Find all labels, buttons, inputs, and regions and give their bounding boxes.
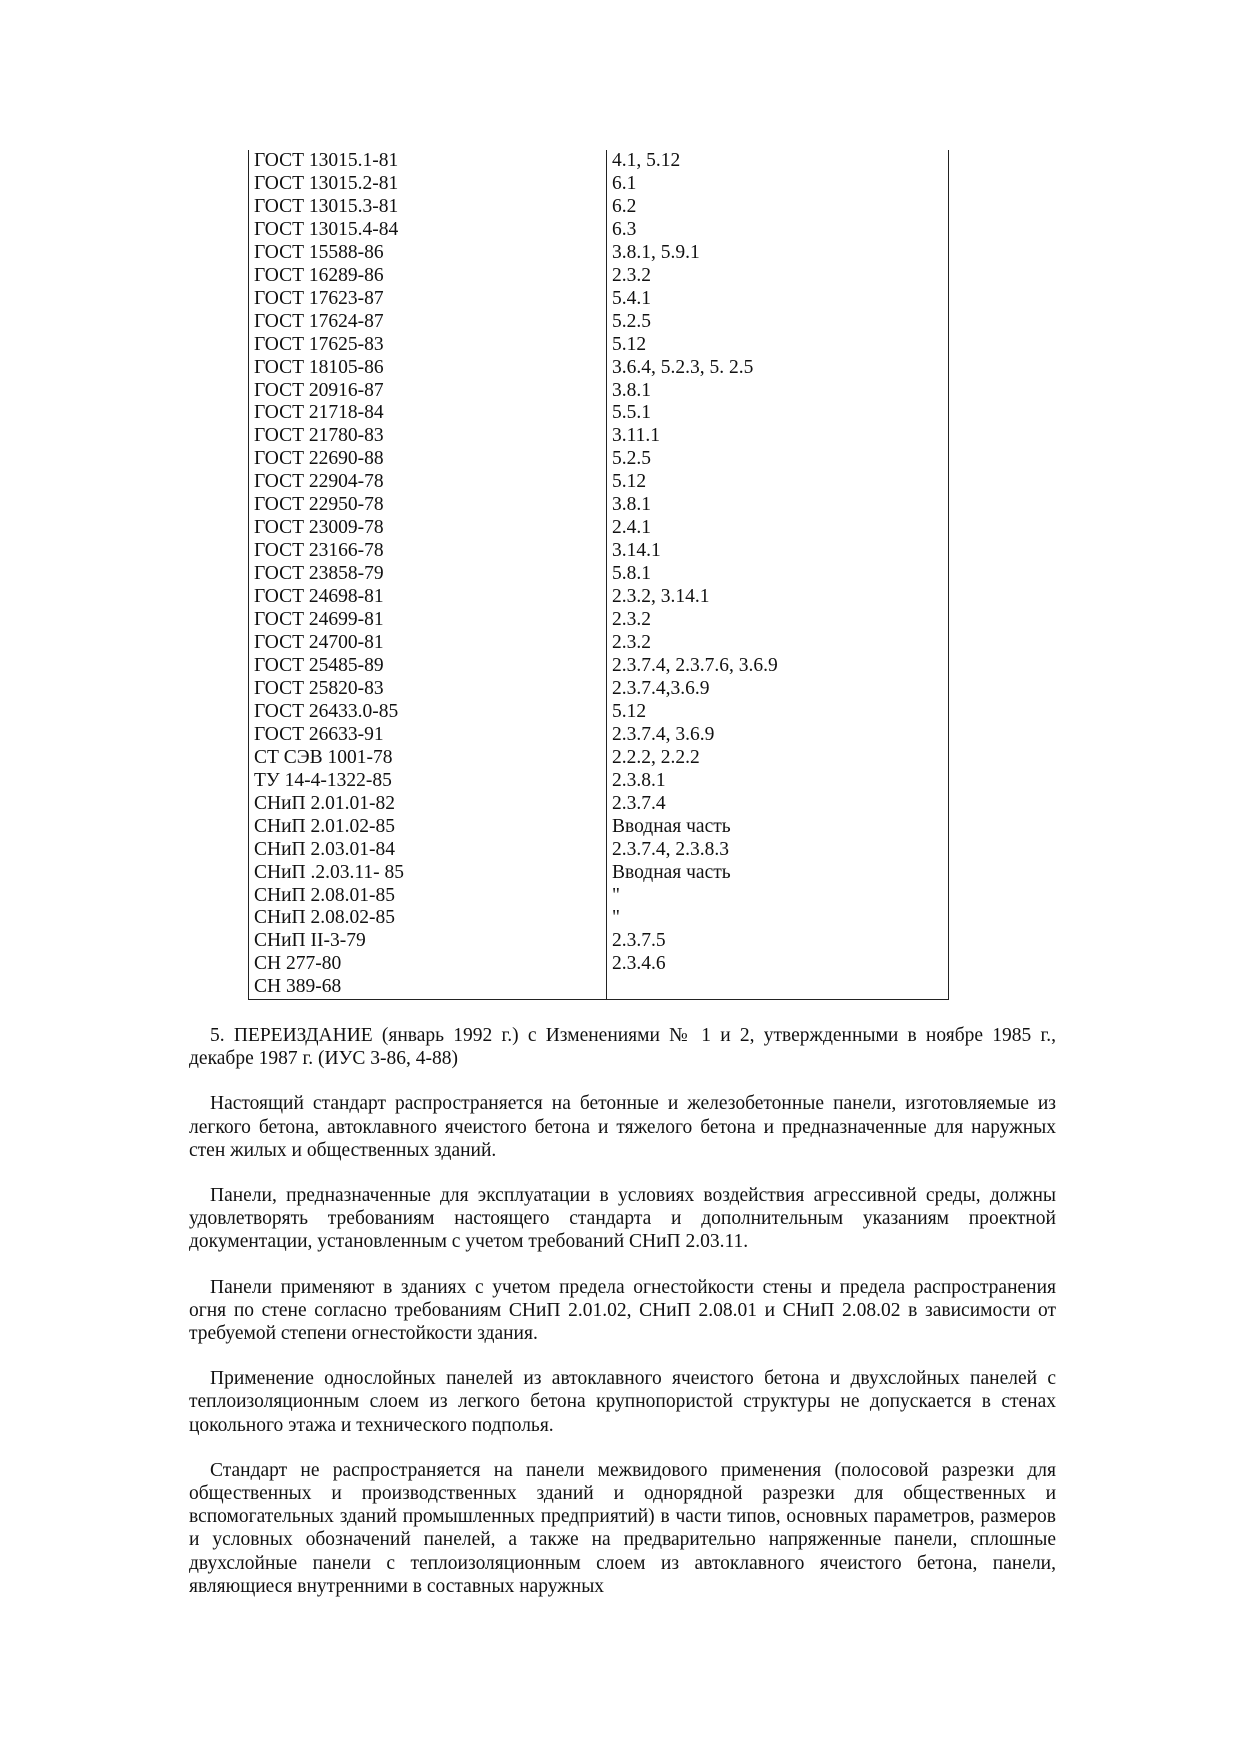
reference-document-cell: СНиП 2.01.02-85 — [249, 816, 607, 839]
reference-clause-cell: 2.3.7.4, 3.6.9 — [607, 724, 949, 747]
reference-clause-cell: 5.2.5 — [607, 311, 949, 334]
reference-document-cell: ГОСТ 23858-79 — [249, 563, 607, 586]
table-row — [249, 586, 949, 609]
reference-clause-cell: 3.14.1 — [607, 540, 949, 563]
reference-document-cell: СНиП .2.03.11- 85 — [249, 862, 607, 885]
table-row — [249, 242, 949, 265]
table-row — [249, 747, 949, 770]
reference-document-cell: ГОСТ 17624-87 — [249, 311, 607, 334]
reference-document-cell: СН 389-68 — [249, 976, 607, 999]
reference-document-cell: ГОСТ 18105-86 — [249, 357, 607, 380]
reference-document-cell: ГОСТ 25820-83 — [249, 678, 607, 701]
reference-clause-cell: 3.8.1 — [607, 494, 949, 517]
references-table-body — [249, 150, 949, 1000]
reference-clause-cell: 5.12 — [607, 334, 949, 357]
fire-resistance-paragraph: Панели применяют в зданиях с учетом предела огнестойкости стены и предела распространения огня по стене согласно требованиям СНиП 2.01.02, СНиП 2.08.01 и СНиП 2.08.02 в зависимости от требуемой степени огнестойкости здания. — [189, 1276, 1056, 1345]
reference-clause-cell: 2.3.2 — [607, 632, 949, 655]
reference-document-cell: ГОСТ 15588-86 — [249, 242, 607, 265]
reference-clause-cell: 3.11.1 — [607, 425, 949, 448]
reference-document-cell: СНиП 2.08.01-85 — [249, 885, 607, 908]
table-row — [249, 265, 949, 288]
table-row — [249, 471, 949, 494]
table-row — [249, 311, 949, 334]
table-row — [249, 334, 949, 357]
reference-clause-cell: 2.2.2, 2.2.2 — [607, 747, 949, 770]
reference-clause-cell: 2.3.7.4,3.6.9 — [607, 678, 949, 701]
reference-document-cell: ГОСТ 13015.1-81 — [249, 150, 607, 173]
reference-clause-cell: 6.1 — [607, 173, 949, 196]
reference-clause-cell: " — [607, 885, 949, 908]
reference-clause-cell: 2.3.7.5 — [607, 930, 949, 953]
table-row — [249, 632, 949, 655]
reference-document-cell: ГОСТ 22950-78 — [249, 494, 607, 517]
reference-clause-cell: 2.3.2, 3.14.1 — [607, 586, 949, 609]
table-row — [249, 678, 949, 701]
reference-clause-cell: 6.3 — [607, 219, 949, 242]
reference-document-cell: ГОСТ 13015.2-81 — [249, 173, 607, 196]
reference-document-cell: СН 277-80 — [249, 953, 607, 976]
reference-clause-cell: 2.3.8.1 — [607, 770, 949, 793]
table-row — [249, 219, 949, 242]
table-row — [249, 976, 949, 999]
reference-clause-cell: 2.3.2 — [607, 609, 949, 632]
reference-clause-cell: 5.2.5 — [607, 448, 949, 471]
reference-document-cell: ГОСТ 21780-83 — [249, 425, 607, 448]
reference-document-cell: ГОСТ 22690-88 — [249, 448, 607, 471]
reference-document-cell: ГОСТ 24699-81 — [249, 609, 607, 632]
table-row — [249, 953, 949, 976]
reference-clause-cell — [607, 976, 949, 999]
reference-clause-cell: Вводная часть — [607, 862, 949, 885]
reference-document-cell: СНиП 2.01.01-82 — [249, 793, 607, 816]
table-row — [249, 816, 949, 839]
reference-document-cell: ГОСТ 24700-81 — [249, 632, 607, 655]
reference-document-cell: ГОСТ 13015.4-84 — [249, 219, 607, 242]
table-row — [249, 196, 949, 219]
reference-clause-cell: 5.5.1 — [607, 402, 949, 425]
table-row — [249, 885, 949, 908]
table-row — [249, 540, 949, 563]
table-row — [249, 425, 949, 448]
exclusions-paragraph: Стандарт не распространяется на панели межвидового применения (полосовой разрезки для общественных и производственных зданий и однорядной разрезки для общественных и вспомогательных зданий промышленных предприятий) в части типов, основных параметров, размеров и условных обозначений панелей, а также на предварительно напряженные панели, сплошные двухслойные панели с теплоизоляционным слоем из автоклавного ячеистого бетона, панели, являющиеся внутренними в составных наружных — [189, 1459, 1056, 1597]
document-body — [189, 1024, 1056, 1620]
reference-clause-cell: 2.4.1 — [607, 517, 949, 540]
reference-document-cell: ГОСТ 26633-91 — [249, 724, 607, 747]
reference-document-cell: СНиП 2.03.01-84 — [249, 839, 607, 862]
reference-document-cell: ГОСТ 17625-83 — [249, 334, 607, 357]
reissue-note: 5. ПЕРЕИЗДАНИЕ (январь 1992 г.) с Изменениями № 1 и 2, утвержденными в ноябре 1985 г., декабре 1987 г. (ИУС 3-86, 4-88) — [189, 1025, 1056, 1070]
table-row — [249, 150, 949, 173]
reference-document-cell: ГОСТ 22904-78 — [249, 471, 607, 494]
reference-document-cell: ГОСТ 21718-84 — [249, 402, 607, 425]
reference-document-cell: ГОСТ 23166-78 — [249, 540, 607, 563]
table-row — [249, 494, 949, 517]
reference-document-cell: ГОСТ 17623-87 — [249, 288, 607, 311]
reference-clause-cell: 5.12 — [607, 471, 949, 494]
reference-clause-cell: 5.12 — [607, 701, 949, 724]
reference-document-cell: СНиП 2.08.02-85 — [249, 907, 607, 930]
table-row — [249, 563, 949, 586]
table-row — [249, 770, 949, 793]
table-row — [249, 793, 949, 816]
reference-document-cell: ГОСТ 25485-89 — [249, 655, 607, 678]
reference-clause-cell: 2.3.7.4, 2.3.7.6, 3.6.9 — [607, 655, 949, 678]
reference-clause-cell: 5.4.1 — [607, 288, 949, 311]
table-row — [249, 288, 949, 311]
table-row — [249, 907, 949, 930]
reference-clause-cell: 2.3.4.6 — [607, 953, 949, 976]
reference-document-cell: ГОСТ 26433.0-85 — [249, 701, 607, 724]
reference-clause-cell: Вводная часть — [607, 816, 949, 839]
reference-document-cell: ГОСТ 23009-78 — [249, 517, 607, 540]
reference-clause-cell: 3.6.4, 5.2.3, 5. 2.5 — [607, 357, 949, 380]
references-table — [248, 150, 949, 1000]
table-row — [249, 609, 949, 632]
reference-clause-cell: 4.1, 5.12 — [607, 150, 949, 173]
table-row — [249, 930, 949, 953]
table-row — [249, 357, 949, 380]
reference-document-cell: ГОСТ 24698-81 — [249, 586, 607, 609]
reference-clause-cell: 3.8.1, 5.9.1 — [607, 242, 949, 265]
table-row — [249, 655, 949, 678]
reference-document-cell: ГОСТ 16289-86 — [249, 265, 607, 288]
reference-clause-cell: 3.8.1 — [607, 380, 949, 403]
reference-clause-cell: 6.2 — [607, 196, 949, 219]
table-row — [249, 517, 949, 540]
reference-document-cell: ГОСТ 20916-87 — [249, 380, 607, 403]
table-row — [249, 402, 949, 425]
reference-clause-cell: 2.3.2 — [607, 265, 949, 288]
aggressive-environment-paragraph: Панели, предназначенные для эксплуатации в условиях воздействия агрессивной среды, должны удовлетворять требованиям настоящего стандарта и дополнительным указаниям проектной документации, установленным с учетом требований СНиП 2.03.11. — [189, 1185, 1056, 1253]
single-layer-restriction-paragraph: Применение однослойных панелей из автоклавного ячеистого бетона и двухслойных панелей с теплоизоляционным слоем из легкого бетона крупнопористой структуры не допускается в стенах цокольного этажа и технического подполья. — [189, 1368, 1056, 1436]
reference-clause-cell: 2.3.7.4 — [607, 793, 949, 816]
table-row — [249, 724, 949, 747]
table-row — [249, 839, 949, 862]
reference-document-cell: СТ СЭВ 1001-78 — [249, 747, 607, 770]
reference-document-cell: СНиП II-3-79 — [249, 930, 607, 953]
table-row — [249, 380, 949, 403]
reference-clause-cell: 2.3.7.4, 2.3.8.3 — [607, 839, 949, 862]
scope-paragraph: Настоящий стандарт распространяется на бетонные и железобетонные панели, изготовляемые из легкого бетона, автоклавного ячеистого бетона и тяжелого бетона и предназначенные для наружных стен жилых и общественных зданий. — [189, 1093, 1056, 1161]
table-row — [249, 448, 949, 471]
reference-clause-cell: " — [607, 907, 949, 930]
table-row — [249, 862, 949, 885]
table-row — [249, 173, 949, 196]
table-row — [249, 701, 949, 724]
reference-clause-cell: 5.8.1 — [607, 563, 949, 586]
reference-document-cell: ГОСТ 13015.3-81 — [249, 196, 607, 219]
reference-document-cell: ТУ 14-4-1322-85 — [249, 770, 607, 793]
